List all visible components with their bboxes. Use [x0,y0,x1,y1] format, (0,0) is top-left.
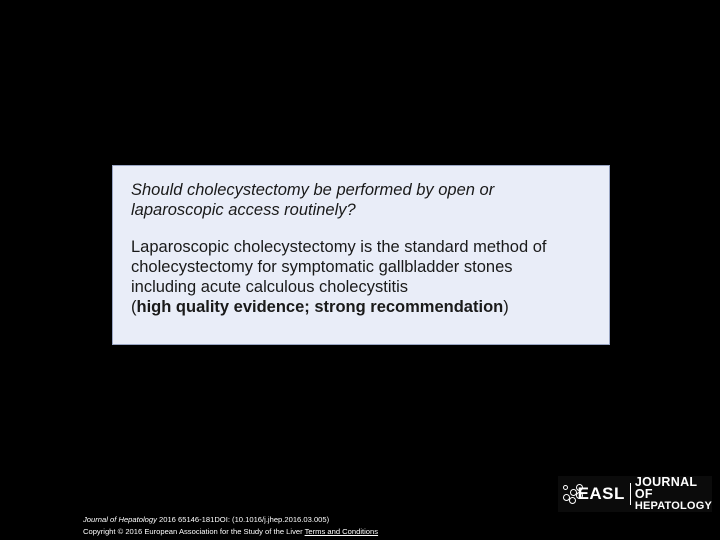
citation-reference: 2016 65146-181DOI: (10.1016/j.jhep.2016.03.005) [156,515,330,524]
answer-statement: Laparoscopic cholecystectomy is the standard method of cholecystectomy for symptomatic gallbladder stones including acute calculous cholecystitis [131,238,547,296]
easl-dots-icon [561,481,576,507]
citation-copyright-line [83,526,378,538]
question-text: Should cholecystectomy be performed by open or laparoscopic access routinely? [131,181,495,219]
logo-divider [630,483,631,505]
answer-text [131,237,571,317]
logo-journal-line1: JOURNAL OF [634,475,698,501]
easl-journal-logo [558,476,712,512]
terms-and-conditions-link[interactable]: Terms and Conditions [304,527,379,536]
evidence-open-paren: ( [131,298,137,316]
evidence-close-paren: ) [503,298,509,316]
citation-footer [83,514,378,538]
logo-journal-title [635,476,712,512]
logo-journal-line2: HEPATOLOGY [634,500,712,512]
evidence-line [131,297,571,317]
recommendation-panel [112,165,610,345]
citation-journal-name: Journal of Hepatology [83,515,157,524]
citation-reference-line [83,514,378,526]
evidence-grade: high quality evidence; strong recommendation [136,298,504,316]
citation-copyright: Copyright © 2016 European Association for the Study of the Liver [83,527,303,536]
logo-organization: EASL [577,484,625,503]
